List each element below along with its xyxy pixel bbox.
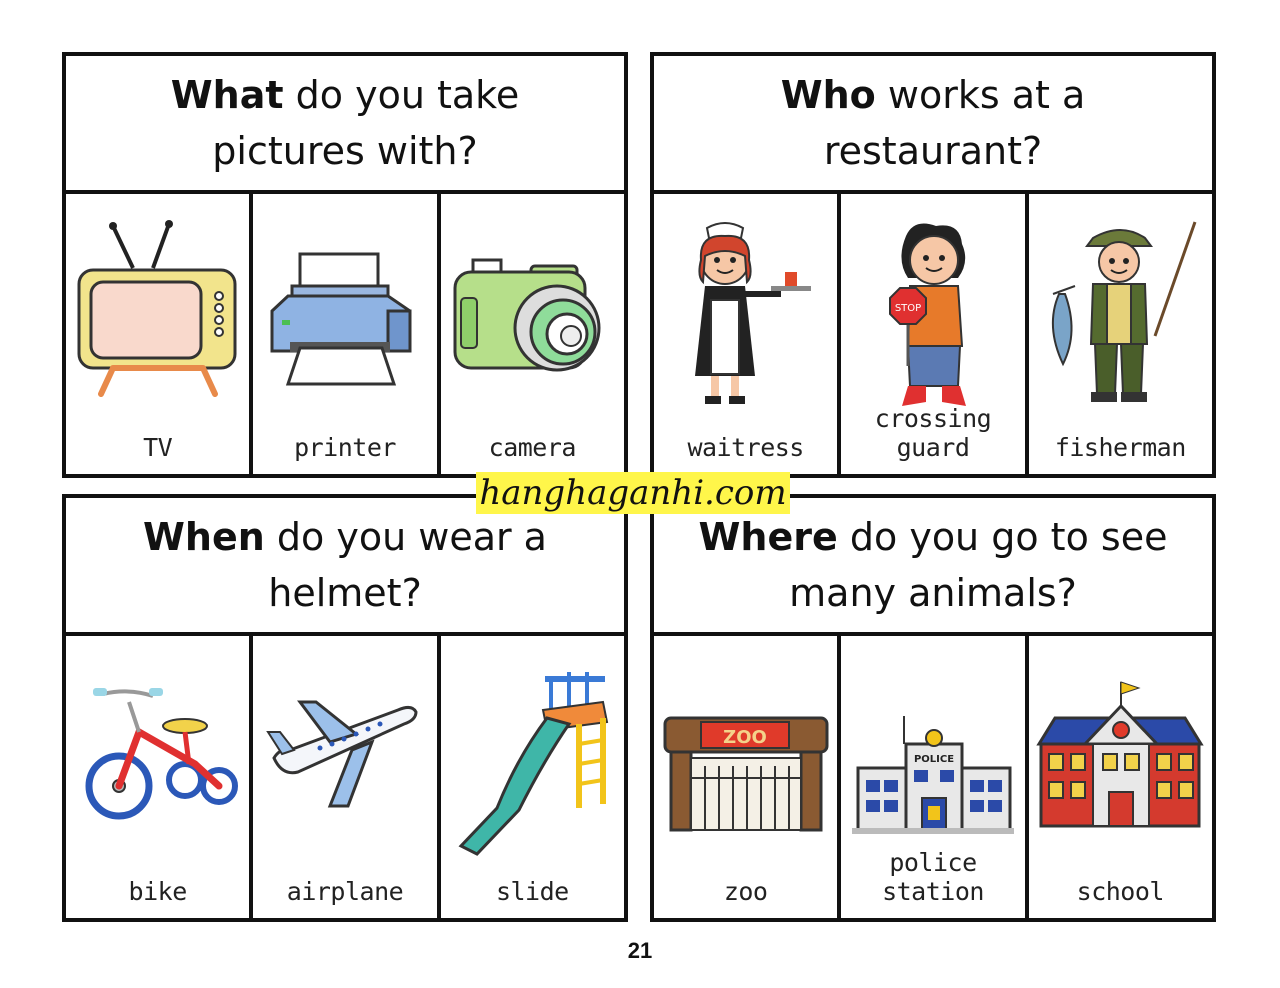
tricycle-icon [73,658,243,858]
option-printer[interactable] [253,194,440,474]
option-label: airplane [286,877,404,906]
question-word: Where [698,515,838,559]
answer-options [654,636,1212,918]
option-camera[interactable] [441,194,624,474]
option-label: zoo [723,877,768,906]
question-rest: works at a restaurant? [823,73,1086,173]
option-fisherman[interactable] [1029,194,1212,474]
option-tv[interactable] [66,194,253,474]
option-label: school [1076,877,1164,906]
option-label: camera [488,433,576,462]
option-slide[interactable] [441,636,624,918]
crossing-guard-icon [848,216,1018,412]
option-label: fisherman [1054,433,1186,462]
answer-options [654,194,1212,474]
question-rest: do you go to see many animals? [789,515,1168,615]
fisherman-icon [1035,216,1205,412]
police-sign-text: POLICE [913,754,955,765]
answer-options [66,194,624,474]
option-waitress[interactable] [654,194,841,474]
waitress-icon [661,216,831,412]
question-card-where [650,494,1216,922]
option-label: bike [128,877,187,906]
printer-icon [260,216,430,406]
option-label: crossing guard [874,404,992,462]
question-text [66,56,624,194]
option-label: waitress [687,433,804,462]
question-card-when [62,494,628,922]
question-text [66,498,624,636]
option-crossing-guard[interactable] [841,194,1028,474]
zoo-gate-icon [661,658,831,858]
zoo-sign-text: ZOO [722,727,767,748]
question-word: Who [780,73,876,117]
question-text [654,56,1212,194]
question-word: When [143,515,265,559]
option-school[interactable] [1029,636,1212,918]
page-number: 21 [627,938,653,963]
option-label: TV [143,433,173,462]
answer-options [66,636,624,918]
school-icon [1035,658,1205,858]
camera-icon [447,216,617,406]
option-label: printer [294,433,396,462]
option-police-station[interactable] [841,636,1028,918]
question-text [654,498,1212,636]
stop-sign-text: STOP [894,303,922,314]
watermark: hanghaganhi.com [476,472,790,514]
question-word: What [170,73,284,117]
tv-icon [73,216,243,406]
question-rest: do you take pictures with? [212,73,520,173]
question-card-who [650,52,1216,478]
option-bike[interactable] [66,636,253,918]
option-airplane[interactable] [253,636,440,918]
slide-icon [447,658,617,858]
airplane-icon [260,658,430,858]
option-zoo[interactable] [654,636,841,918]
police-station-icon [848,658,1018,858]
option-label: slide [495,877,569,906]
question-card-what [62,52,628,478]
question-rest: do you wear a helmet? [268,515,547,615]
option-label: police station [882,848,984,906]
